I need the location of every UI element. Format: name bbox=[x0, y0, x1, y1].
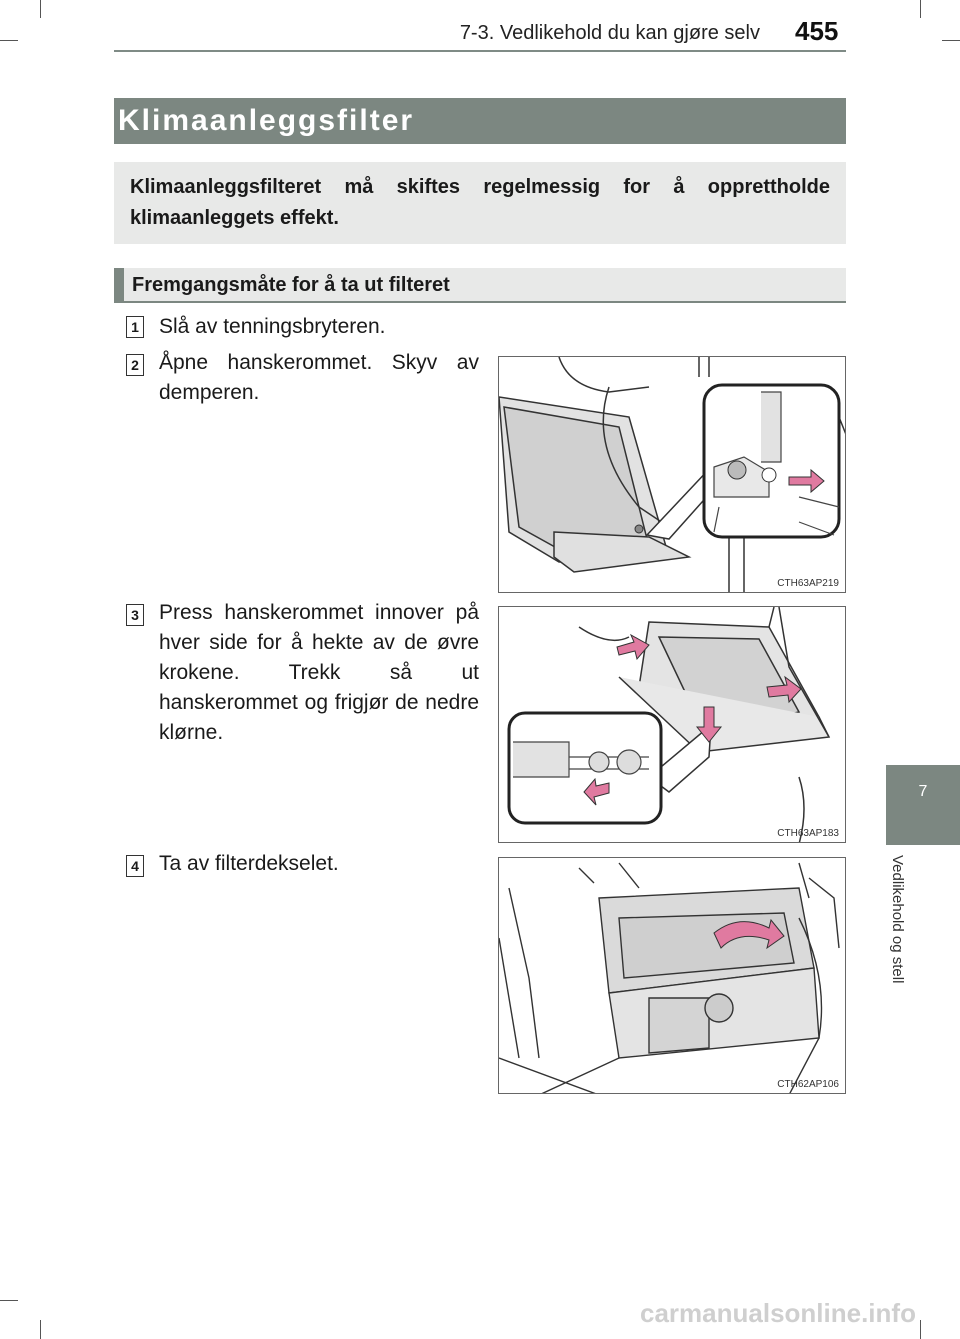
glovebox-removal-illustration bbox=[498, 606, 846, 843]
page-number: 455 bbox=[795, 16, 839, 46]
filter-cover-illustration bbox=[498, 857, 846, 1094]
crop-mark bbox=[40, 1320, 41, 1339]
step-number: 2 bbox=[126, 354, 144, 376]
page-title: Klimaanleggsfilter bbox=[118, 104, 415, 137]
figure-code: CTH63AP183 bbox=[777, 828, 839, 839]
watermark: carmanualsonline.info bbox=[640, 1298, 916, 1328]
header-divider bbox=[114, 50, 846, 52]
step-text: Slå av tenningsbryteren. bbox=[159, 315, 386, 338]
crop-mark bbox=[0, 1300, 18, 1301]
crop-mark bbox=[920, 0, 921, 18]
step-text: Ta av filterdekselet. bbox=[159, 852, 339, 875]
step-number: 4 bbox=[126, 855, 144, 877]
glovebox-removal-drawing bbox=[499, 607, 846, 843]
filter-cover-drawing bbox=[499, 858, 846, 1094]
glovebox-damper-illustration bbox=[498, 356, 846, 593]
crop-mark bbox=[0, 40, 18, 41]
intro-box bbox=[114, 162, 846, 244]
crop-mark bbox=[40, 0, 41, 18]
subheading-bar bbox=[114, 268, 846, 303]
chapter-label-text: Vedlikehold og stell bbox=[889, 855, 906, 984]
step-text: Press hanskerommet innover på hver side for å hekte av de øvre krokene. Trekk så ut hanskerommet og frigjør de nedre klørne. bbox=[159, 601, 479, 744]
chapter-label bbox=[889, 855, 916, 1030]
chapter-tab bbox=[886, 765, 960, 845]
title-bar bbox=[114, 98, 846, 144]
step-number: 3 bbox=[126, 604, 144, 626]
glovebox-damper-drawing bbox=[499, 357, 846, 593]
intro-text: Klimaanleggsfilteret må skiftes regelmessig for å opprettholde klimaanleggets effekt. bbox=[130, 176, 830, 229]
chapter-number: 7 bbox=[918, 783, 928, 800]
subheading-text: Fremgangsmåte for å ta ut filteret bbox=[132, 274, 450, 296]
subheading-accent bbox=[114, 268, 124, 303]
figure-code: CTH63AP219 bbox=[777, 578, 839, 589]
step-number: 1 bbox=[126, 316, 144, 338]
step-text: Åpne hanskerommet. Skyv av demperen. bbox=[159, 351, 479, 404]
section-header: 7-3. Vedlikehold du kan gjøre selv bbox=[459, 22, 760, 44]
crop-mark bbox=[942, 40, 960, 41]
figure-code: CTH62AP106 bbox=[777, 1079, 839, 1090]
